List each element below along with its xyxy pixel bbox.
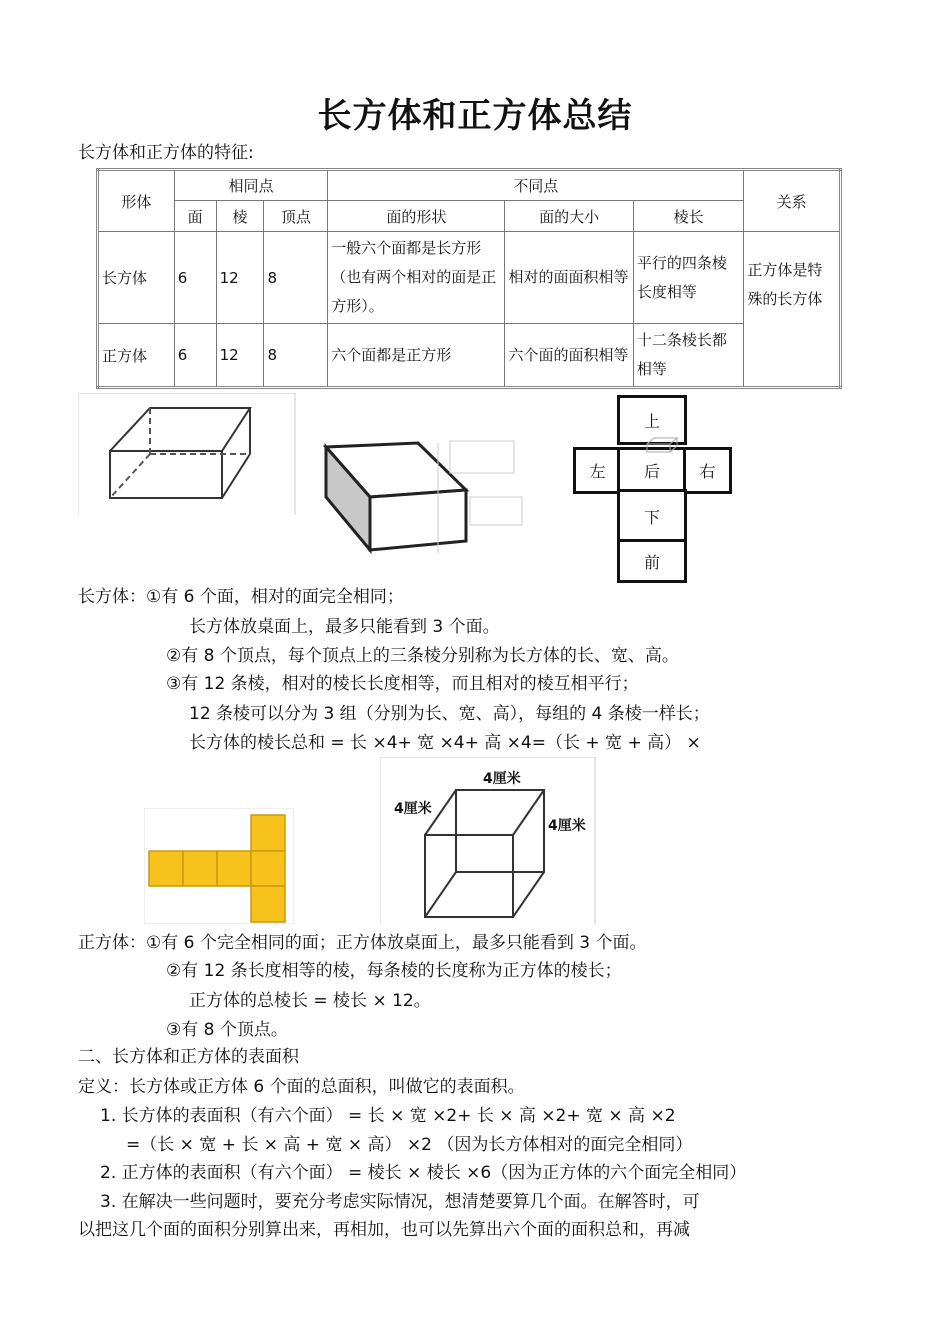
page-title: 长方体和正方体总结 — [317, 96, 633, 136]
header-face: 面 — [174, 201, 216, 232]
net-face-left: 左 — [573, 447, 622, 494]
table-row — [98, 324, 841, 388]
surface-definition: 定义：长方体或正方体 6 个面的总面积，叫做它的表面积。 — [78, 1077, 525, 1097]
header-edge-len: 棱长 — [633, 201, 744, 232]
header-same: 相同点 — [174, 170, 328, 201]
surface-item-1: 1. 长方体的表面积（有六个面） = 长 × 宽 ×2+ 长 × 高 ×2+ 宽 × 高 ×2 — [100, 1106, 676, 1126]
header-diff: 不同点 — [328, 170, 744, 201]
surface-item-3: 3. 在解决一些问题时，要充分考虑实际情况，想清楚要算几个面。在解答时，可 — [100, 1192, 700, 1212]
cuboid-line-3: ②有 8 个顶点，每个顶点上的三条棱分别称为长方体的长、宽、高。 — [166, 646, 679, 666]
net-face-bottom: 下 — [617, 489, 687, 543]
net-face-right: 右 — [683, 447, 732, 494]
surface-item-2: 2. 正方体的表面积（有六个面） = 棱长 × 棱长 ×6（因为正方体的六个面完全相同） — [100, 1163, 747, 1183]
header-shape: 形体 — [98, 170, 175, 232]
cuboid-line-5: 12 条棱可以分为 3 组（分别为长、宽、高），每组的 4 条棱一样长； — [189, 704, 710, 724]
header-face-size: 面的大小 — [505, 201, 633, 232]
cube-line-1: 正方体：①有 6 个完全相同的面；正方体放桌面上，最多只能看到 3 个面。 — [78, 933, 647, 953]
header-face-shape: 面的形状 — [328, 201, 505, 232]
row-edge: 12 — [216, 232, 264, 324]
row-edge-len: 十二条棱长都相等 — [633, 324, 744, 388]
header-vertex: 顶点 — [264, 201, 328, 232]
cube-line-2: ②有 12 条长度相等的棱，每条棱的长度称为正方体的棱长； — [166, 961, 622, 981]
header-edge: 棱 — [216, 201, 264, 232]
row-edge: 12 — [216, 324, 264, 388]
row-face: 6 — [174, 232, 216, 324]
cube-line-3: 正方体的总棱长 = 棱长 × 12。 — [189, 991, 431, 1011]
row-face-size: 六个面的面积相等 — [505, 324, 633, 388]
cuboid-line-2: 长方体放桌面上，最多只能看到 3 个面。 — [189, 617, 500, 637]
relation-cell: 正方体是特殊的长方体 — [744, 232, 841, 388]
surface-item-1b: =（长 × 宽 + 长 × 高 + 宽 × 高） ×2 （因为长方体相对的面完全相同） — [126, 1135, 693, 1155]
row-face-shape: 一般六个面都是长方形（也有两个相对的面是正方形）。 — [328, 232, 505, 324]
cube-label-left: 4厘米 — [394, 801, 432, 817]
cube-net-figure — [144, 808, 294, 924]
net-face-top: 上 — [617, 395, 687, 445]
table-row — [98, 232, 841, 324]
row-shape: 长方体 — [98, 232, 175, 324]
net-face-back: 后 — [617, 447, 687, 494]
row-edge-len: 平行的四条棱长度相等 — [633, 232, 744, 324]
header-relation: 关系 — [744, 170, 841, 232]
cuboid-line-4: ③有 12 条棱，相对的棱长长度相等，而且相对的棱互相平行； — [166, 674, 639, 694]
net-face-front: 前 — [617, 539, 687, 583]
cuboid-solid-figure — [318, 435, 528, 555]
cube-label-top: 4厘米 — [483, 771, 521, 787]
row-face-shape: 六个面都是正方形 — [328, 324, 505, 388]
row-vertex: 8 — [264, 232, 328, 324]
surface-heading: 二、长方体和正方体的表面积 — [78, 1047, 299, 1067]
row-vertex: 8 — [264, 324, 328, 388]
row-face: 6 — [174, 324, 216, 388]
cube-label-right: 4厘米 — [548, 818, 586, 834]
cuboid-wireframe-figure — [78, 393, 296, 515]
surface-item-3b: 以把这几个面的面积分别算出来，再相加，也可以先算出六个面的面积总和，再减 — [78, 1220, 690, 1240]
row-face-size: 相对的面面积相等 — [505, 232, 633, 324]
small-box-icon — [645, 436, 679, 454]
row-shape: 正方体 — [98, 324, 175, 388]
cube-line-4: ③有 8 个顶点。 — [166, 1020, 288, 1040]
feature-table — [96, 168, 842, 389]
cuboid-line-1: 长方体：①有 6 个面，相对的面完全相同； — [78, 587, 404, 607]
section-subtitle: 长方体和正方体的特征: — [78, 143, 254, 163]
cuboid-line-6: 长方体的棱长总和 = 长 ×4+ 宽 ×4+ 高 ×4=（长 + 宽 + 高） × — [189, 733, 701, 753]
